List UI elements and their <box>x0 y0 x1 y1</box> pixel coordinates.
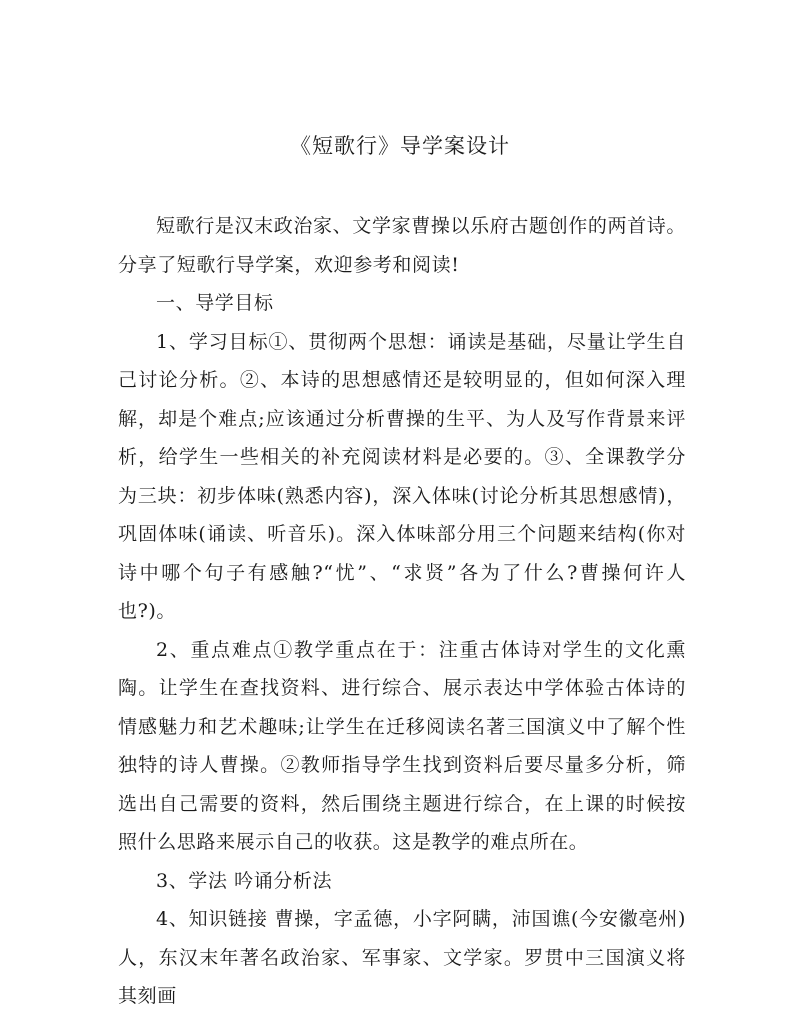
learning-method-paragraph: 3、学法 吟诵分析法 <box>156 869 333 892</box>
knowledge-link-paragraph: 4、知识链接 曹操，字孟德，小字阿瞒，沛国谯(今安徽亳州)人，东汉末年著名政治家、军事家、文学家。罗贯中三国演义将其刻画 <box>118 908 686 1007</box>
document-title: 《短歌行》导学案设计 <box>290 134 510 158</box>
key-difficulties-paragraph: 2、重点难点①教学重点在于：注重古体诗对学生的文化熏陶。让学生在查找资料、进行综合、展示表达中学体验古体诗的情感魅力和艺术趣味;让学生在迁移阅读名著三国演义中了解个性独特的诗人曹操。②教师指导学生找到资料后要尽量多分析，筛选出自己需要的资料，然后围绕主题进行综合，在上课的时候按照什么思路来展示自己的收获。这是教学的难点所在。 <box>118 638 686 853</box>
document-body <box>118 207 686 1016</box>
learning-objectives-paragraph: 1、学习目标①、贯彻两个思想：诵读是基础，尽量让学生自己讨论分析。②、本诗的思想感情还是较明显的，但如何深入理解，却是个难点;应该通过分析曹操的生平、为人及写作背景来评析，给学生一些相关的补充阅读材料是必要的。③、全课教学分为三块：初步体味(熟悉内容)，深入体味(讨论分析其思想感情)，巩固体味(诵读、听音乐)。深入体味部分用三个问题来结构(你对诗中哪个句子有感触?“忧”、“求贤”各为了什么?曹操何许人也?)。 <box>118 330 686 622</box>
intro-paragraph: 短歌行是汉末政治家、文学家曹操以乐府古题创作的两首诗。分享了短歌行导学案，欢迎参考和阅读! <box>118 215 686 276</box>
section-heading-goals: 一、导学目标 <box>156 292 274 314</box>
